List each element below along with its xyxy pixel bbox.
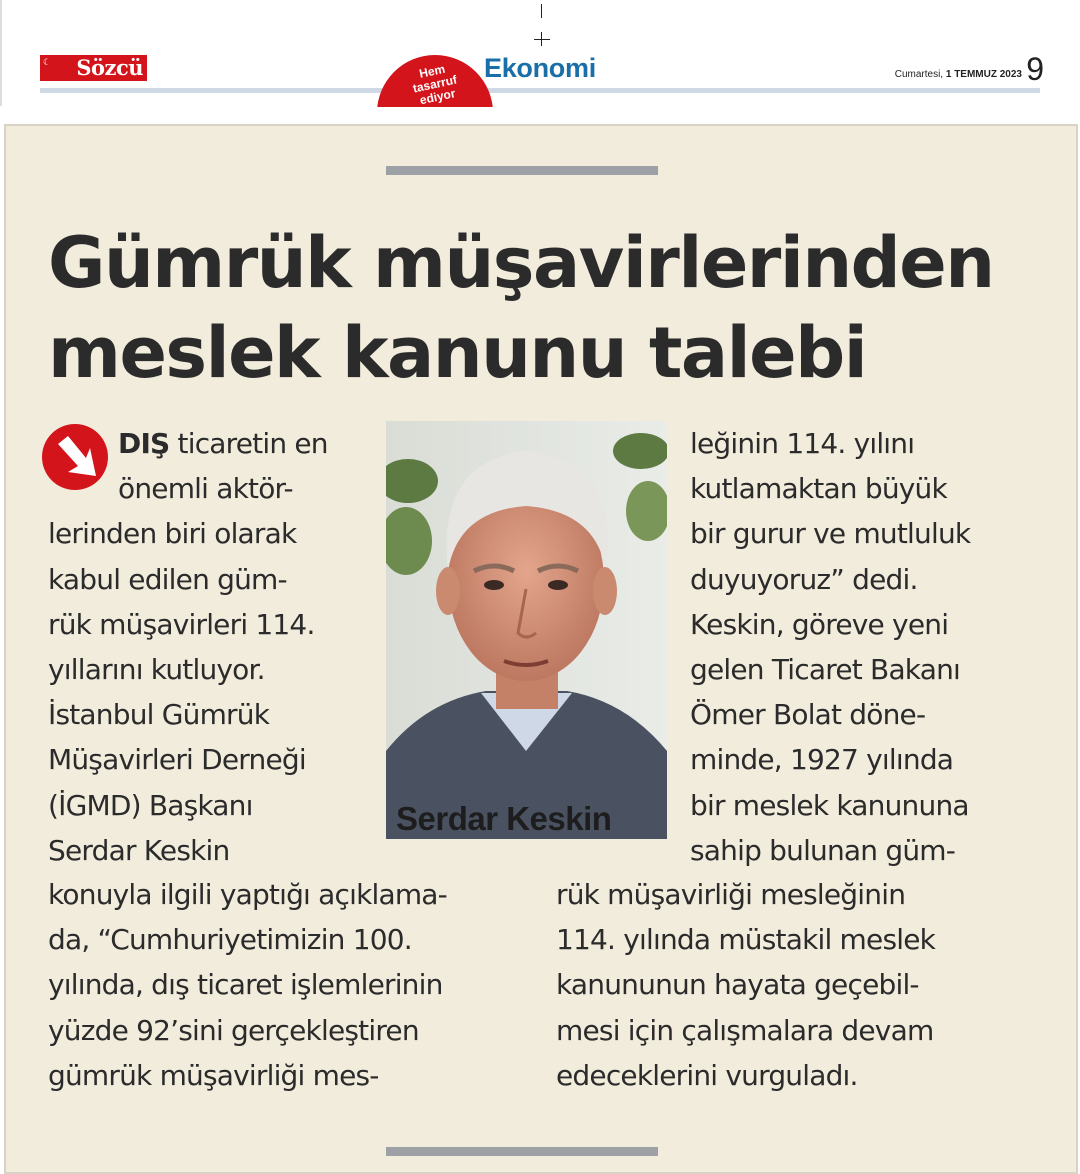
- text-line: yüzde 92’sini gerçekleştiren: [48, 1013, 419, 1047]
- issue-date: [895, 69, 1022, 80]
- text-line: rük müşavirleri 114.: [48, 607, 315, 641]
- page-number: 9: [1026, 51, 1044, 87]
- crop-mark: [541, 32, 542, 46]
- decorative-bar: [386, 166, 658, 175]
- crop-mark: [541, 4, 542, 18]
- text-line: kutlamaktan büyük: [690, 472, 947, 506]
- newspaper-logo: Sözcü: [40, 55, 147, 81]
- headline-line: meslek kanunu talebi: [48, 312, 867, 394]
- page-header: [0, 0, 1080, 110]
- text-line: İstanbul Gümrük: [48, 698, 270, 732]
- text-fragment: ticaretin en: [169, 427, 328, 460]
- text-line: duyuyoruz” dedi.: [690, 562, 918, 596]
- text-line: yıllarını kutluyor.: [48, 652, 265, 686]
- headline-line: Gümrük müşavirlerinden: [48, 222, 994, 304]
- text-line: Müşavirleri Derneği: [48, 743, 306, 777]
- text-line: Keskin, göreve yeni: [690, 607, 949, 641]
- portrait-photo: [386, 421, 667, 839]
- text-line: yılında, dış ticaret işlemlerinin: [48, 968, 443, 1002]
- text-line: rük müşavirliği mesleğinin: [556, 878, 906, 911]
- promo-badge-text: Hem tasarruf ediyor: [411, 61, 459, 107]
- text-line: lerinden biri olarak: [48, 517, 297, 551]
- article-headline: [48, 218, 1048, 398]
- text-line: kanununun hayata geçebil-: [556, 968, 919, 1002]
- lead-word: DIŞ: [118, 427, 170, 460]
- text-line: gümrük müşavirliği mes-: [48, 1058, 379, 1092]
- text-line: bir gurur ve mutluluk: [690, 517, 971, 551]
- text-line: Serdar Keskin: [48, 833, 230, 867]
- text-line: bir meslek kanununa: [690, 788, 969, 822]
- logo-emblem-icon: ☾: [43, 58, 52, 68]
- column-bottom-right: [556, 872, 1036, 1098]
- text-line: da, “Cumhuriyetimizin 100.: [48, 923, 412, 957]
- text-line: 114. yılında müstakil meslek: [556, 923, 936, 957]
- text-line: önemli aktör-: [118, 472, 293, 506]
- header-rule: [40, 88, 1040, 93]
- column-bottom-left: [48, 872, 528, 1098]
- badge-clip: [370, 50, 500, 107]
- text-line: minde, 1927 yılında: [690, 743, 954, 777]
- text-line: edeceklerini vurguladı.: [556, 1058, 858, 1092]
- column-right-top: [690, 421, 1050, 873]
- text-line: kabul edilen güm-: [48, 562, 287, 596]
- issue-date-value: 1 TEMMUZ 2023: [945, 69, 1022, 80]
- photo-caption: Serdar Keskin: [396, 800, 612, 837]
- text-line: mesi için çalışmalara devam: [556, 1013, 934, 1047]
- section-title: Ekonomi: [484, 53, 596, 83]
- text-line: [48, 421, 378, 466]
- text-line: gelen Ticaret Bakanı: [690, 652, 961, 686]
- text-line: leğinin 114. yılını: [690, 427, 915, 460]
- text-line: Ömer Bolat döne-: [690, 698, 926, 732]
- issue-day: Cumartesi,: [894, 69, 944, 80]
- text-line: (İGMD) Başkanı: [48, 788, 253, 822]
- margin-rule: [0, 0, 2, 106]
- decorative-bar: [386, 1147, 658, 1156]
- promo-badge: [377, 55, 493, 107]
- column-left-top: [48, 421, 378, 873]
- text-line: sahip bulunan güm-: [690, 833, 956, 867]
- text-line: konuyla ilgili yaptığı açıklama-: [48, 878, 447, 911]
- crop-mark: [534, 39, 550, 40]
